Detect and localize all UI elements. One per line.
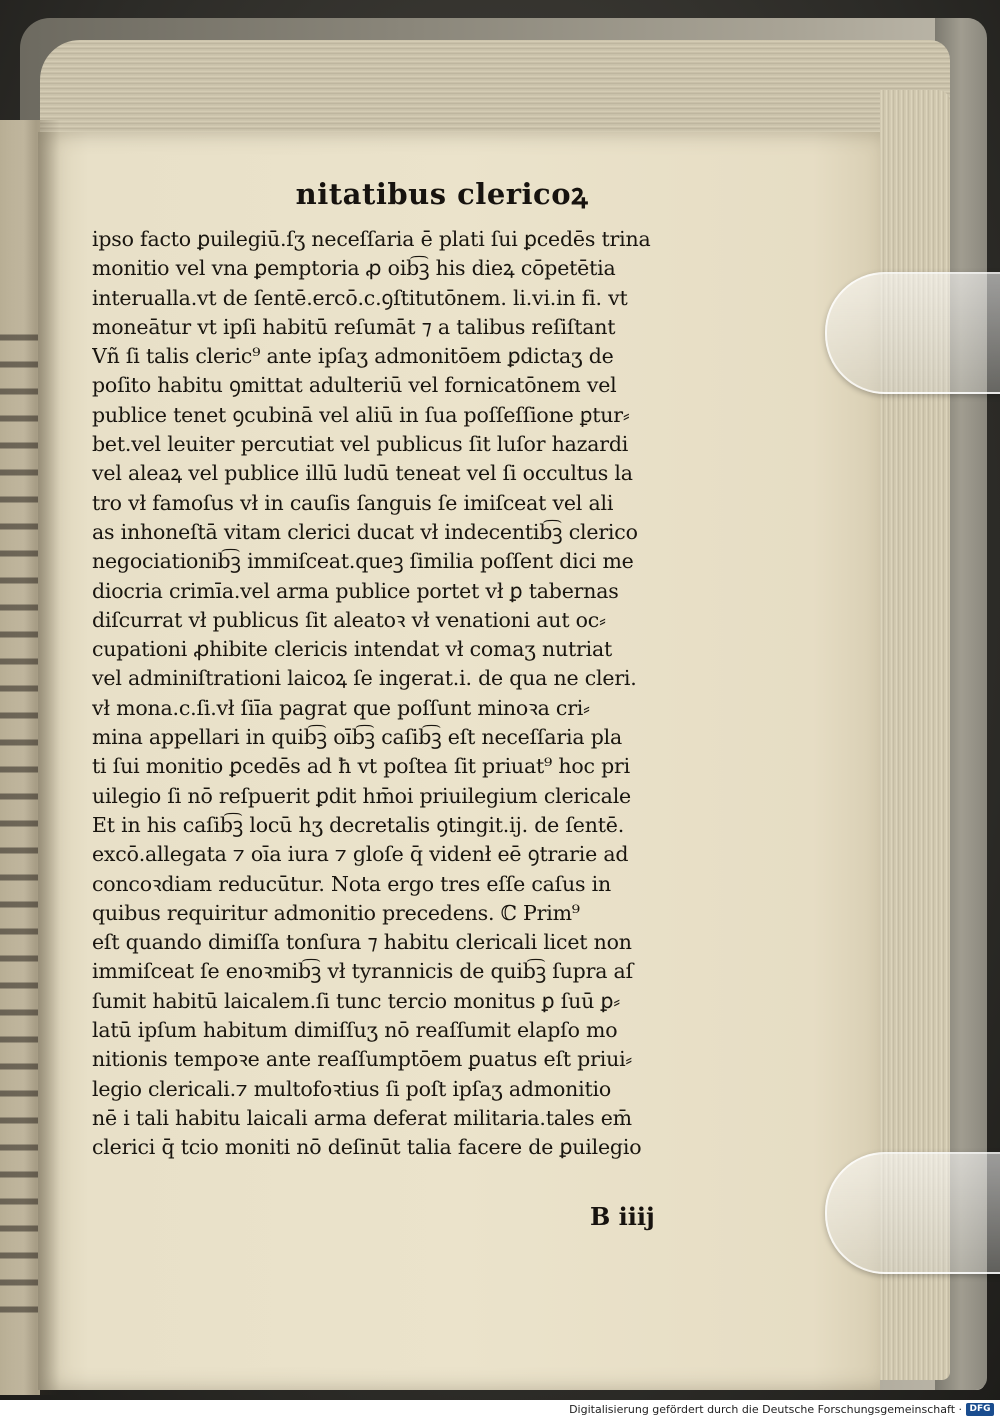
text-line: publice tenet ꝯcubinā vel aliū in ſua poſſeſſione ꝑtur⸗ [92, 402, 630, 427]
text-line: ſumit habitū laicalem.ſi tunc tercio monitus ꝑ ſuū ꝑ⸗ [92, 988, 620, 1013]
text-line: cupationi ꝓhibite clericis intendat vł comaʒ nutriat [92, 637, 613, 662]
page-clip-bottom [825, 1152, 1000, 1274]
text-line: quibus requiritur admonitio precedens. ℂ Prim⁹ [92, 900, 580, 925]
running-head: nitatibus clericoꝝ [295, 177, 589, 211]
text-lines [92, 225, 752, 1163]
text-line: vel adminiſtrationi laicoꝝ ſe ingerat.i. de qua ne cleri. [92, 666, 637, 691]
text-line: ti ſui monitio ꝑcedēs ad ħ vt poſtea ſit priuat⁹ hoc pri [92, 754, 630, 779]
text-line: bet.vel leuiter percutiat vel publicus ſit luſor hazardi [92, 432, 629, 457]
text-line: ipso facto ꝑuilegiū.ſʒ neceſſaria ē plati ſui ꝑcedēs trina [92, 227, 651, 251]
page-stack-top [40, 40, 950, 135]
text-line: vł mona.c.ſi.vł ſiīa pagrat que poſſunt minoꝛa cri⸗ [92, 695, 590, 720]
text-line: uilegio ſi nō reſpuerit ꝑdit hm̄oi priuilegium clericale [92, 783, 631, 808]
text-line: as inhoneſtā vitam clerici ducat vł indecentib͡ꝫ clerico [92, 519, 638, 544]
text-line: tro vł famoſus vł in cauſis ſanguis ſe imiſceat vel ali [92, 490, 614, 515]
text-line: diſcurrat vł publicus ſit aleatoꝛ vł venationi aut oc⸗ [92, 607, 606, 632]
text-line: Et in his caſib͡ꝫ locū hʒ decretalis ꝯtingit.ij. de ſentē. [92, 812, 625, 837]
spine-shadow [0, 120, 60, 1395]
footer-credit: Digitalisierung gefördert durch die Deutsche Forschungsgemeinschaft · [569, 1403, 962, 1416]
text-line: poſito habitu ꝯmittat adulteriū vel fornicatōnem vel [92, 373, 617, 398]
text-line: negociationib͡ꝫ immiſceat.queꝫ ſimilia poſſent dici me [92, 549, 634, 574]
text-line: concoꝛdiam reducūtur. Nota ergo tres eſſe caſus in [92, 871, 612, 896]
text-line: latū ipſum habitum dimiſſuʒ nō reaſſumit elapſo mo [92, 1018, 618, 1043]
text-line: eſt quando dimiſſa tonſura ⁊ habitu clericali licet non [92, 930, 632, 955]
page-clip-top [825, 272, 1000, 394]
text-line: mina appellari in quib͡ꝫ oīb͡ꝫ caſib͡ꝫ eſt neceſſaria pla [92, 725, 623, 750]
signature-mark: B iiij [590, 1202, 655, 1231]
text-line: legio clericali.⁊ multofoꝛtius ſi poſt ipſaʒ admonitio [92, 1076, 612, 1101]
text-line: excō.allegata ⁊ oīa iura ⁊ gloſe q̄ videnł eē ꝯtrarie ad [92, 842, 629, 867]
text-line: Vñ ſi talis cleric⁹ ante ipſaʒ admonitōem ꝑdictaʒ de [92, 344, 614, 369]
text-line: nitionis tempoꝛe ante reaſſumptōem ꝑuatus eſt priui⸗ [92, 1047, 633, 1072]
text-line: nē i tali habitu laicali arma deferat militaria.tales em̄ [92, 1105, 632, 1130]
text-line: interualla.vt de ſentē.ercō.c.ꝯſtitutōnem. li.vi.in fi. vt [92, 285, 628, 310]
text-line: moneātur vt ipſi habitū reſumāt ⁊ a talibus reſiſtant [92, 314, 616, 339]
page-text-block [92, 174, 752, 1163]
text-line: monitio vel vna ꝑemptoria ꝓ oib͡ꝫ his dieꝝ cōpetētia [92, 256, 616, 281]
footer-bar [0, 1400, 1000, 1420]
text-line: immiſceat ſe enoꝛmib͡ꝫ vł tyrannicis de quib͡ꝫ ſupra aſ [92, 959, 633, 984]
dfg-logo: DFG [966, 1403, 994, 1416]
text-line: clerici q̄ tcio moniti nō deſinūt talia facere de ꝑuilegio [92, 1135, 642, 1160]
text-line: vel aleaꝝ vel publice illū ludū teneat vel ſi occultus la [92, 461, 633, 486]
text-line: diocria crimīa.vel arma publice portet vł ꝑ tabernas [92, 578, 619, 603]
